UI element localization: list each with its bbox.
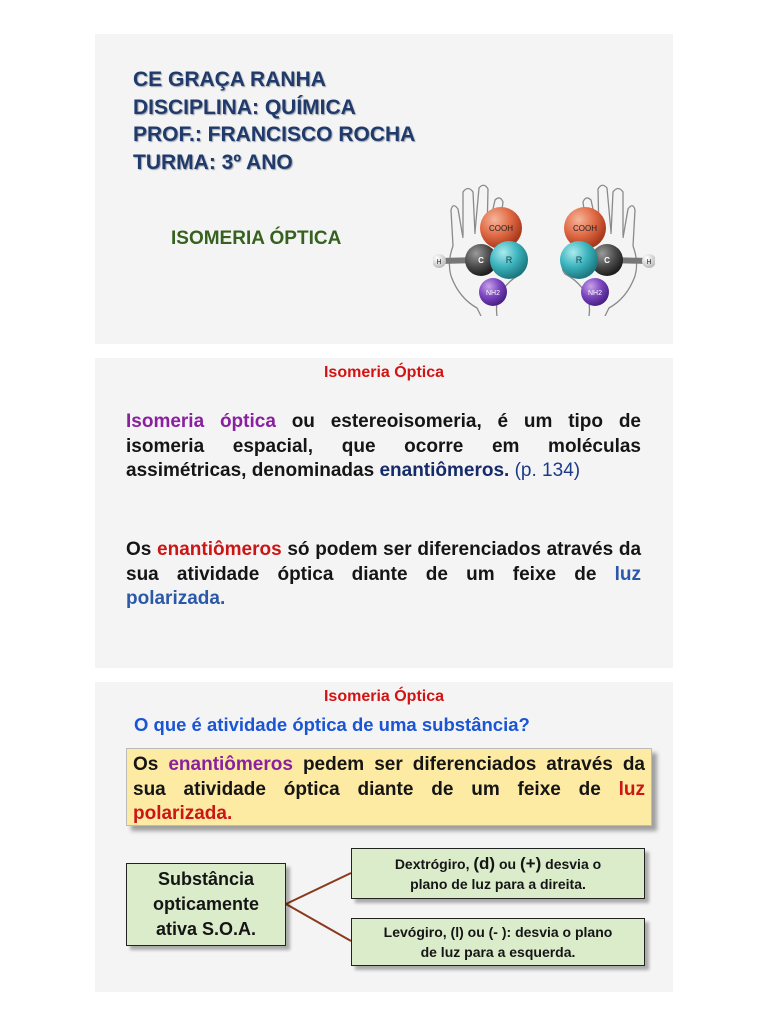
- slide-title: [95, 34, 673, 344]
- differentiation-paragraph: Os enantiômeros só podem ser diferenciados através da sua atividade óptica diante de um feixe de luz polarizada.: [126, 539, 642, 609]
- soa-box: Substância opticamente ativa S.O.A.: [126, 863, 286, 946]
- term-enantiomers-2: enantiômeros: [157, 539, 282, 560]
- slide-optical-activity: [95, 682, 673, 992]
- svg-text:H: H: [646, 259, 652, 266]
- chiral-hands-illustration: [433, 176, 655, 316]
- definition-paragraph: Isomeria óptica ou estereoisomeria, é um tipo de isomeria espacial, que ocorre em moléculas assimétricas, denominadas enantiômeros. (p. 134): [126, 411, 641, 481]
- slide-title-text: Isomeria Óptica: [323, 688, 445, 705]
- term-enantiomers-3: enantiômeros: [168, 754, 293, 775]
- term-optical-isomerism: Isomeria óptica: [126, 411, 276, 432]
- slide-title-text: Isomeria Óptica: [323, 364, 445, 381]
- svg-text:C: C: [604, 256, 610, 265]
- right-molecule: [560, 207, 655, 306]
- school-name: CE GRAÇA RANHA: [133, 68, 326, 91]
- highlight-paragraph: Os enantiômeros pedem ser diferenciados através da sua atividade óptica diante de um feixe de luz polarizada.: [133, 754, 646, 824]
- slide-definition: [95, 358, 673, 668]
- levorotatory-box: Levógiro, (l) ou (- ): desvia o plano de luz para a esquerda.: [351, 918, 645, 966]
- discipline: DISCIPLINA: QUÍMICA: [133, 95, 356, 119]
- term-enantiomers: enantiômeros.: [379, 460, 510, 481]
- question-heading: O que é atividade óptica de uma substância?: [134, 714, 530, 735]
- topic-title: ISOMERIA ÓPTICA: [171, 228, 342, 249]
- svg-text:NH2: NH2: [485, 290, 501, 297]
- svg-text:NH2: NH2: [587, 290, 603, 297]
- svg-text:C: C: [478, 256, 484, 265]
- teacher: PROF.: FRANCISCO ROCHA: [133, 123, 416, 146]
- svg-text:R: R: [505, 255, 513, 265]
- term-polarized-light-2: luz polarizada.: [133, 778, 645, 824]
- svg-text:COOH: COOH: [573, 224, 597, 233]
- dextrorotatory-box: Dextrógiro, (d) ou (+) desvia o plano de luz para a direita.: [351, 848, 645, 899]
- header-block: [133, 66, 415, 176]
- left-molecule: [433, 207, 528, 306]
- svg-text:H: H: [436, 259, 442, 266]
- class-year: TURMA: 3º ANO: [133, 150, 293, 174]
- page-reference: (p. 134): [509, 460, 581, 481]
- svg-text:R: R: [575, 255, 583, 265]
- term-polarized-light: luz polarizada.: [126, 563, 641, 609]
- svg-text:COOH: COOH: [489, 224, 513, 233]
- highlight-box: [126, 748, 652, 826]
